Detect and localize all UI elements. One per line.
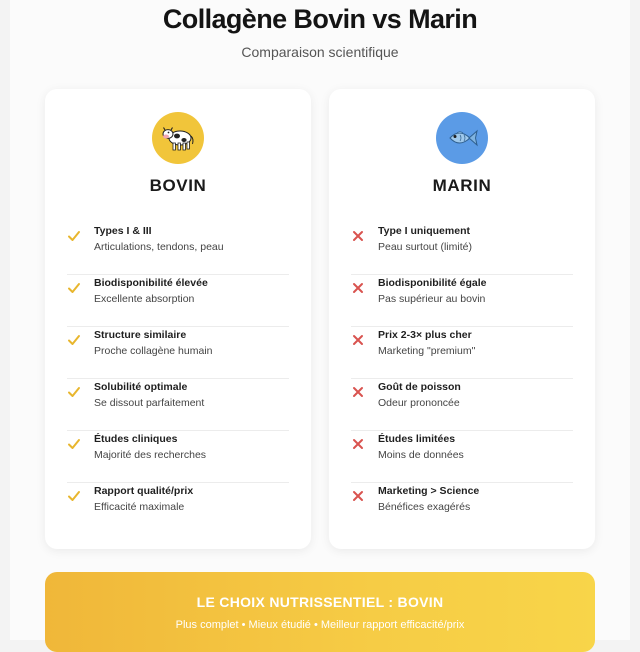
check-icon — [67, 489, 81, 503]
item-title: Biodisponibilité égale — [378, 277, 487, 289]
check-icon — [67, 229, 81, 243]
cross-icon — [351, 489, 365, 503]
verdict-banner — [45, 572, 595, 652]
list-item — [351, 275, 573, 327]
item-title: Marketing > Science — [378, 485, 480, 497]
list-item — [67, 483, 289, 535]
item-title: Biodisponibilité élevée — [94, 277, 208, 289]
marin-card — [329, 89, 595, 549]
list-item — [67, 431, 289, 483]
item-description: Efficacité maximale — [94, 501, 185, 513]
item-description: Proche collagène humain — [94, 345, 213, 357]
item-description: Majorité des recherches — [94, 449, 207, 461]
item-description: Odeur prononcée — [378, 397, 460, 409]
item-description: Excellente absorption — [94, 293, 195, 305]
check-icon — [67, 437, 81, 451]
cross-icon — [351, 437, 365, 451]
item-description: Articulations, tendons, peau — [94, 241, 224, 253]
item-description: Se dissout parfaitement — [94, 397, 205, 409]
list-item — [351, 483, 573, 535]
cross-icon — [351, 333, 365, 347]
list-item — [351, 379, 573, 431]
cross-icon — [351, 385, 365, 399]
fish-icon — [436, 112, 488, 164]
item-description: Peau surtout (limité) — [378, 241, 472, 253]
banner-subtitle: Plus complet • Mieux étudié • Meilleur rapport efficacité/prix — [175, 619, 465, 631]
list-item — [67, 327, 289, 379]
item-description: Bénéfices exagérés — [378, 501, 471, 513]
bovin-feature-list — [67, 223, 289, 535]
comparison-page — [10, 0, 630, 640]
item-title: Type I uniquement — [378, 225, 470, 237]
list-item — [67, 275, 289, 327]
item-title: Solubilité optimale — [94, 381, 188, 393]
item-title: Types I & III — [94, 225, 152, 237]
banner-title: LE CHOIX NUTRISSENTIEL : BOVIN — [196, 594, 444, 610]
item-title: Goût de poisson — [378, 381, 461, 393]
item-description: Marketing "premium" — [378, 345, 476, 357]
item-description: Moins de données — [378, 449, 464, 461]
item-description: Pas supérieur au bovin — [378, 293, 486, 305]
item-title: Rapport qualité/prix — [94, 485, 194, 497]
item-title: Études limitées — [378, 433, 456, 445]
list-item — [351, 327, 573, 379]
check-icon — [67, 385, 81, 399]
item-title: Prix 2-3× plus cher — [378, 329, 472, 341]
list-item — [351, 431, 573, 483]
cross-icon — [351, 281, 365, 295]
page-subtitle: Comparaison scientifique — [241, 44, 399, 60]
list-item — [67, 223, 289, 275]
marin-title: MARIN — [432, 176, 492, 195]
check-icon — [67, 333, 81, 347]
item-title: Études cliniques — [94, 433, 178, 445]
cross-icon — [351, 229, 365, 243]
list-item — [67, 379, 289, 431]
page-title: Collagène Bovin vs Marin — [162, 4, 478, 34]
list-item — [351, 223, 573, 275]
cow-icon — [152, 112, 204, 164]
bovin-card — [45, 89, 311, 549]
marin-feature-list — [351, 223, 573, 535]
item-title: Structure similaire — [94, 329, 187, 341]
check-icon — [67, 281, 81, 295]
bovin-title: BOVIN — [149, 176, 207, 195]
